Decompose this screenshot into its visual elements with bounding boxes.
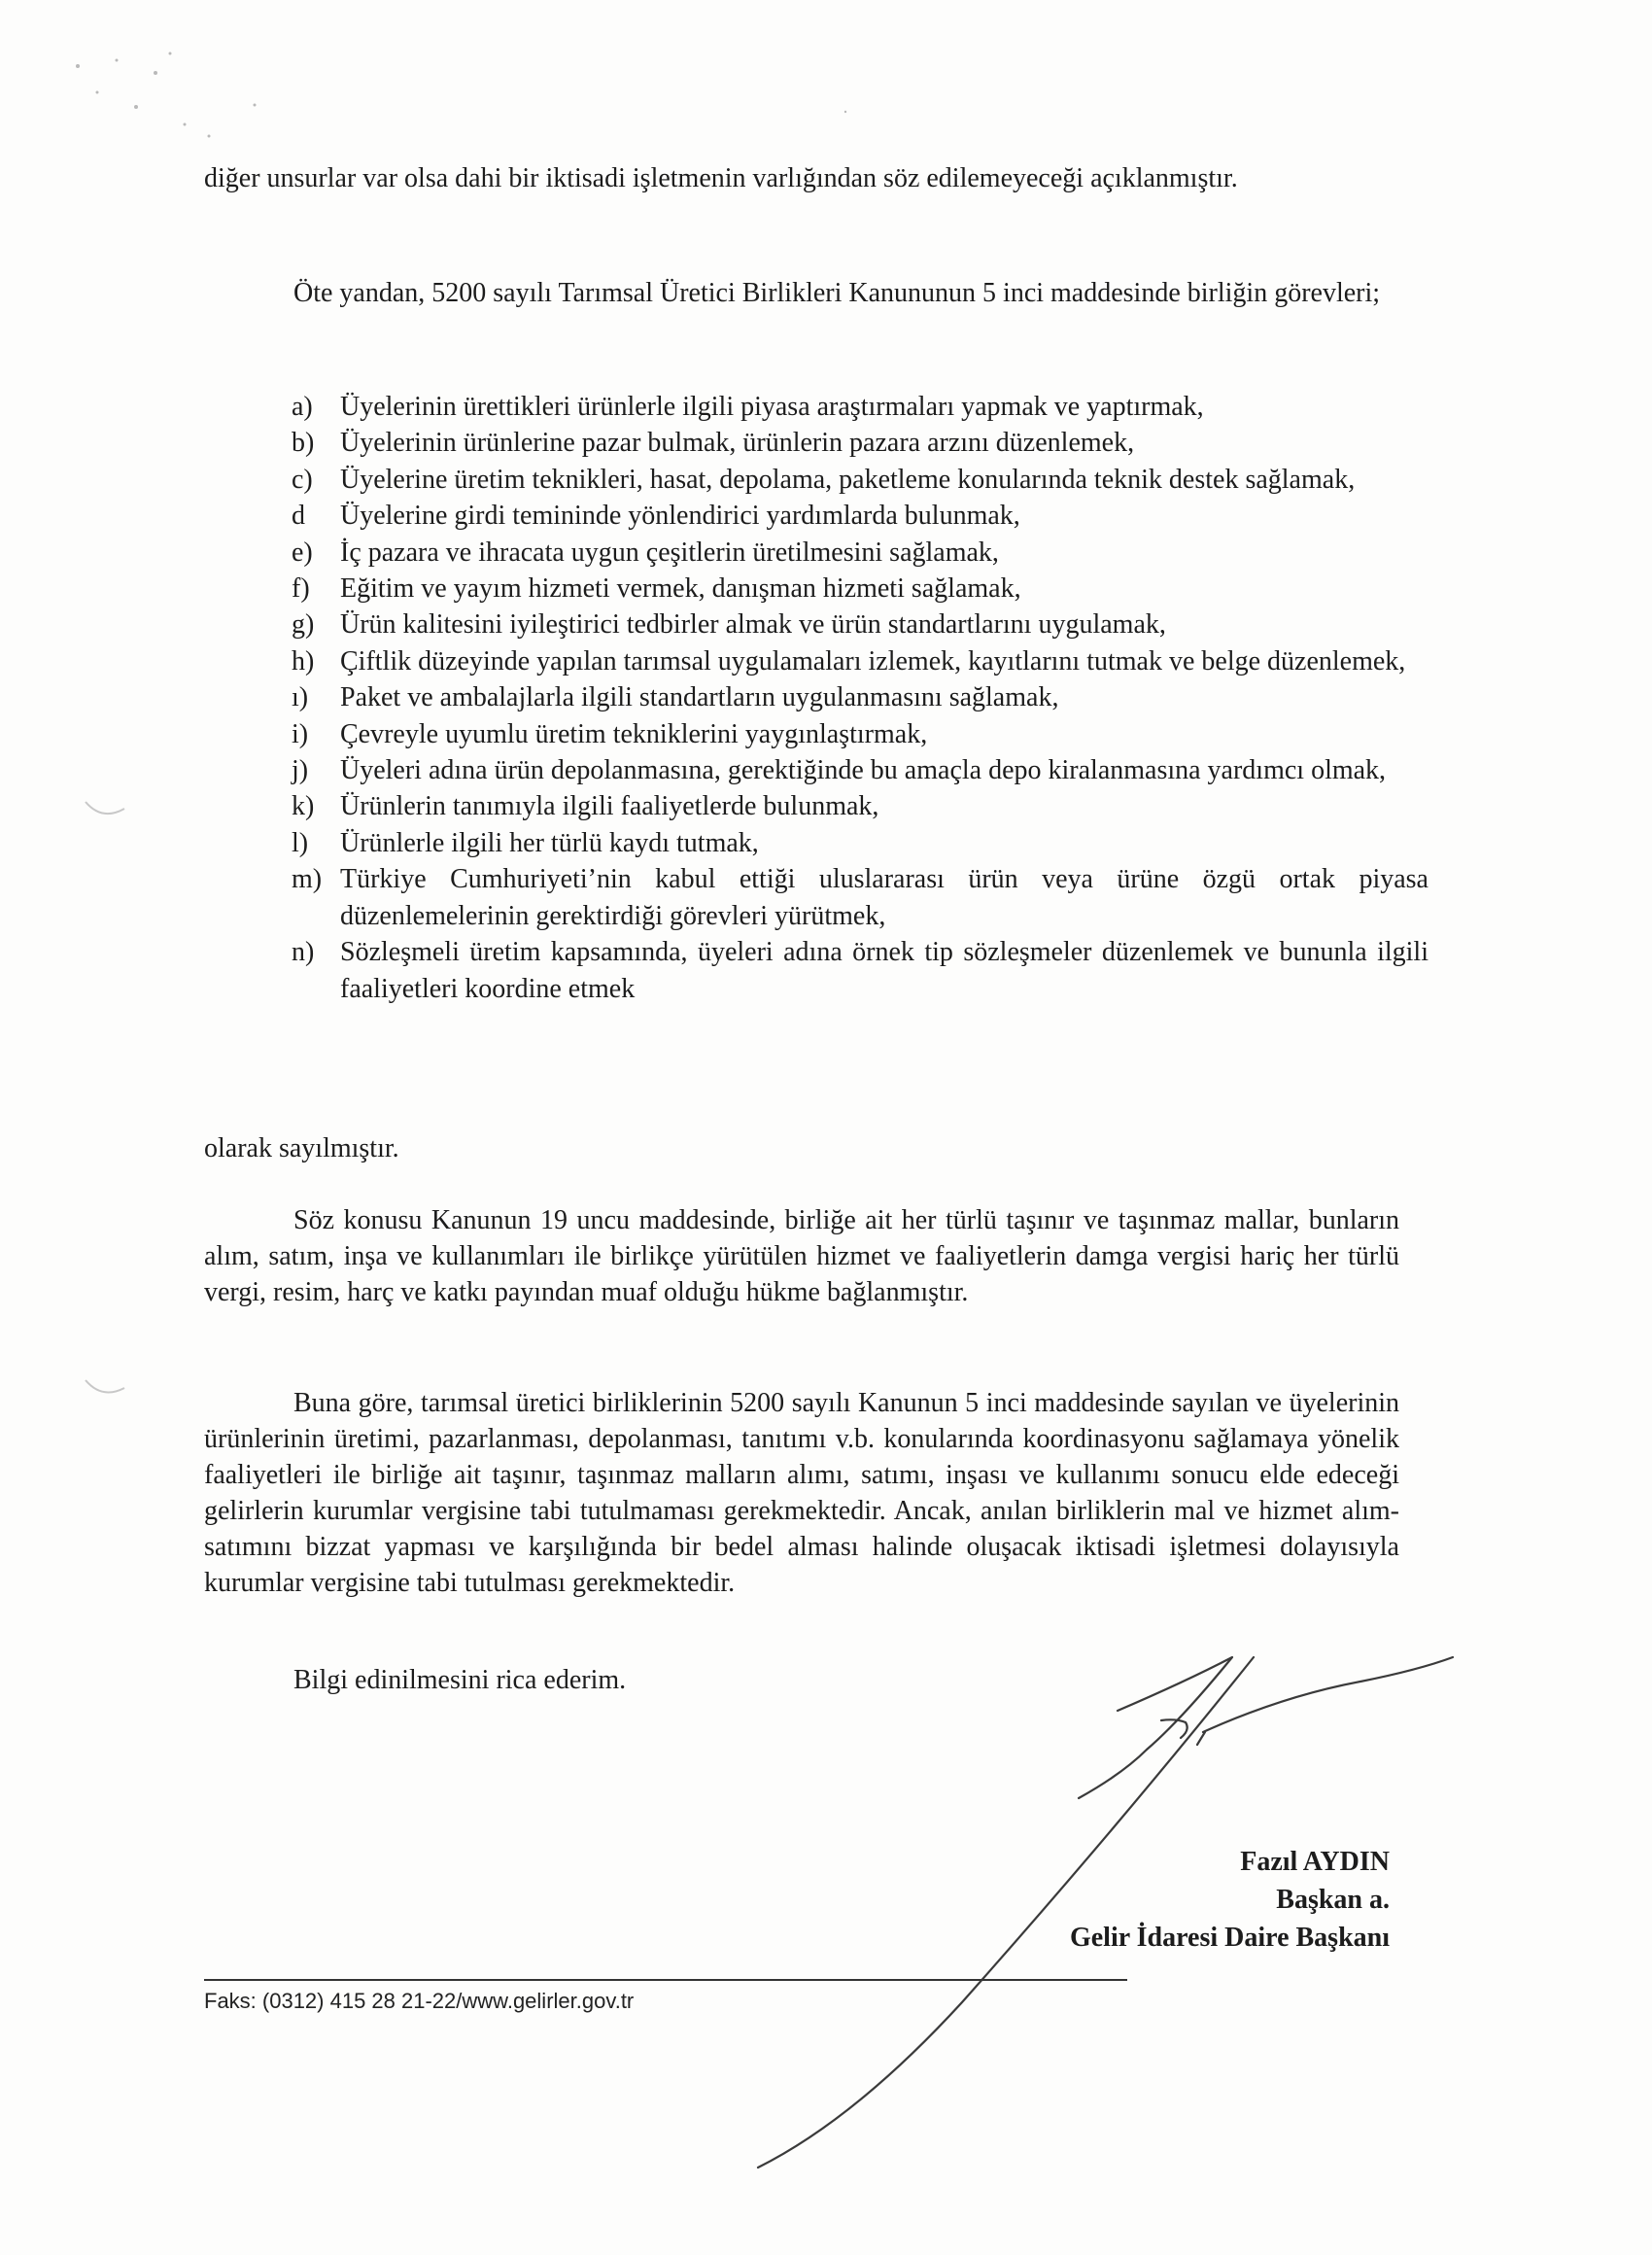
- signatory-role: Başkan a.: [1276, 1885, 1390, 1915]
- list-item-letter: m): [292, 864, 323, 895]
- list-item-text: Eğitim ve yayım hizmeti vermek, danışman hizmeti sağlamak,: [340, 573, 1021, 605]
- list-item-letter: ı): [292, 682, 309, 713]
- list-item: [292, 535, 1428, 571]
- list-item: [292, 389, 1428, 425]
- list-item: [292, 462, 1428, 498]
- list-item-text: Üyeleri adına ürün depolanmasına, gerektiğinde bu amaçla depo kiralanmasına yardımcı olmak,: [340, 755, 1387, 786]
- footer-contact: Faks: (0312) 415 28 21-22/www.gelirler.gov.tr: [204, 1989, 635, 2013]
- paragraph-conclusion: Buna göre, tarımsal üretici birliklerinin 5200 sayılı Kanunun 5 inci maddesinde sayılan ve üyelerinin ürünlerinin üretimi, pazarlanması, depolanması, tanıtımı v.b. konularında koordinasyonu sağlamaya yönelik faaliyetleri ile birliğe ait taşınır, taşınmaz malların alımı, satımı, inşası ve kullanımı sonucu elde edeceği gelirlerin kurumlar vergisine tabi tutulmaması gerekmektedir. Ancak, anılan birliklerin mal ve hizmet alım-satımını bizzat yapması ve karşılığında bir bedel alması halinde oluşacak iktisadi işletmesi dolayısıyla kurumlar vergisine tabi tutulması gerekmektedir.: [204, 1388, 1399, 1598]
- list-item-text: Türkiye Cumhuriyeti’nin kabul ettiği uluslararası ürün veya ürüne özgü ortak piyasa düzenlemelerinin gerektirdiği görevleri yürütmek,: [340, 864, 1428, 931]
- list-item: [292, 498, 1428, 534]
- list-item-letter: l): [292, 827, 309, 858]
- signatory-block: [1070, 1843, 1390, 1957]
- list-item-letter: n): [292, 937, 315, 968]
- list-item: [292, 825, 1428, 861]
- list-item-text: Paket ve ambalajlarla ilgili standartların uygulanmasını sağlamak,: [340, 682, 1059, 713]
- list-item-letter: h): [292, 645, 315, 676]
- list-item-text: Ürünlerle ilgili her türlü kaydı tutmak,: [340, 827, 759, 858]
- list-item-text: Ürünlerin tanımıyla ilgili faaliyetlerde bulunmak,: [340, 791, 879, 822]
- list-item-text: Çevreyle uyumlu üretim tekniklerini yaygınlaştırmak,: [340, 718, 928, 749]
- list-item: [292, 934, 1428, 1007]
- paragraph-intro: diğer unsurlar var olsa dahi bir iktisadi işletmenin varlığından söz edilemeyeceği açıklanmıştır.: [204, 163, 1238, 193]
- list-item-letter: f): [292, 573, 310, 605]
- list-item-letter: b): [292, 428, 315, 459]
- list-item-letter: a): [292, 392, 313, 422]
- list-item: [292, 861, 1428, 934]
- list-item-text: İç pazara ve ihracata uygun çeşitlerin üretilmesini sağlamak,: [340, 537, 999, 568]
- footer-rule: [204, 1979, 1127, 1981]
- list-item: [292, 607, 1428, 642]
- closing-line: Bilgi edinilmesini rica ederim.: [293, 1665, 627, 1695]
- list-item: [292, 788, 1428, 824]
- list-item-letter: c): [292, 464, 313, 495]
- list-item: [292, 679, 1428, 715]
- list-item-letter: i): [292, 718, 309, 749]
- list-item-letter: j): [292, 755, 309, 786]
- list-item-text: Üyelerinin ürünlerine pazar bulmak, ürünlerin pazara arzını düzenlemek,: [340, 428, 1135, 459]
- signatory-name: Fazıl AYDIN: [1240, 1847, 1390, 1877]
- list-item-text: Ürün kalitesini iyileştirici tedbirler almak ve ürün standartlarını uygulamak,: [340, 609, 1166, 641]
- paragraph-article-19: Söz konusu Kanunun 19 uncu maddesinde, birliğe ait her türlü taşınır ve taşınmaz mallar, bunların alım, satım, inşa ve kullanımları ile birlikçe yürütülen hizmet ve faaliyetlerin damga vergisi hariç her türlü vergi, resim, harç ve katkı payından muaf olduğu hükme bağlanmıştır.: [204, 1205, 1399, 1307]
- list-item-letter: e): [292, 537, 313, 568]
- list-item: [292, 716, 1428, 752]
- list-item: [292, 643, 1428, 679]
- list-item-letter: g): [292, 609, 315, 641]
- list-item-text: Üyelerinin ürettikleri ürünlerle ilgili piyasa araştırmaları yapmak ve yaptırmak,: [340, 392, 1204, 422]
- list-item-letter: k): [292, 791, 315, 822]
- list-item: [292, 425, 1428, 461]
- list-item-text: Çiftlik düzeyinde yapılan tarımsal uygulamaları izlemek, kayıtlarını tutmak ve belge düzenlemek,: [340, 645, 1406, 676]
- list-item-text: Üyelerine girdi temininde yönlendirici yardımlarda bulunmak,: [340, 501, 1020, 532]
- list-item: [292, 571, 1428, 607]
- signatory-title: Gelir İdaresi Daire Başkanı: [1069, 1923, 1390, 1953]
- list-item-text: Üyelerine üretim teknikleri, hasat, depolama, paketleme konularında teknik destek sağlamak,: [340, 464, 1356, 495]
- paragraph-list-closing: olarak sayılmıştır.: [204, 1133, 399, 1163]
- paragraph-duties-intro: Öte yandan, 5200 sayılı Tarımsal Üretici Birlikleri Kanununun 5 inci maddesinde birliğin görevleri;: [293, 278, 1381, 308]
- list-item-letter: d: [292, 501, 305, 532]
- duties-list: [292, 389, 1428, 1007]
- list-item: [292, 752, 1428, 788]
- list-item-text: Sözleşmeli üretim kapsamında, üyeleri adına örnek tip sözleşmeler düzenlemek ve bununla ilgili faaliyetleri koordine etmek: [340, 937, 1428, 1004]
